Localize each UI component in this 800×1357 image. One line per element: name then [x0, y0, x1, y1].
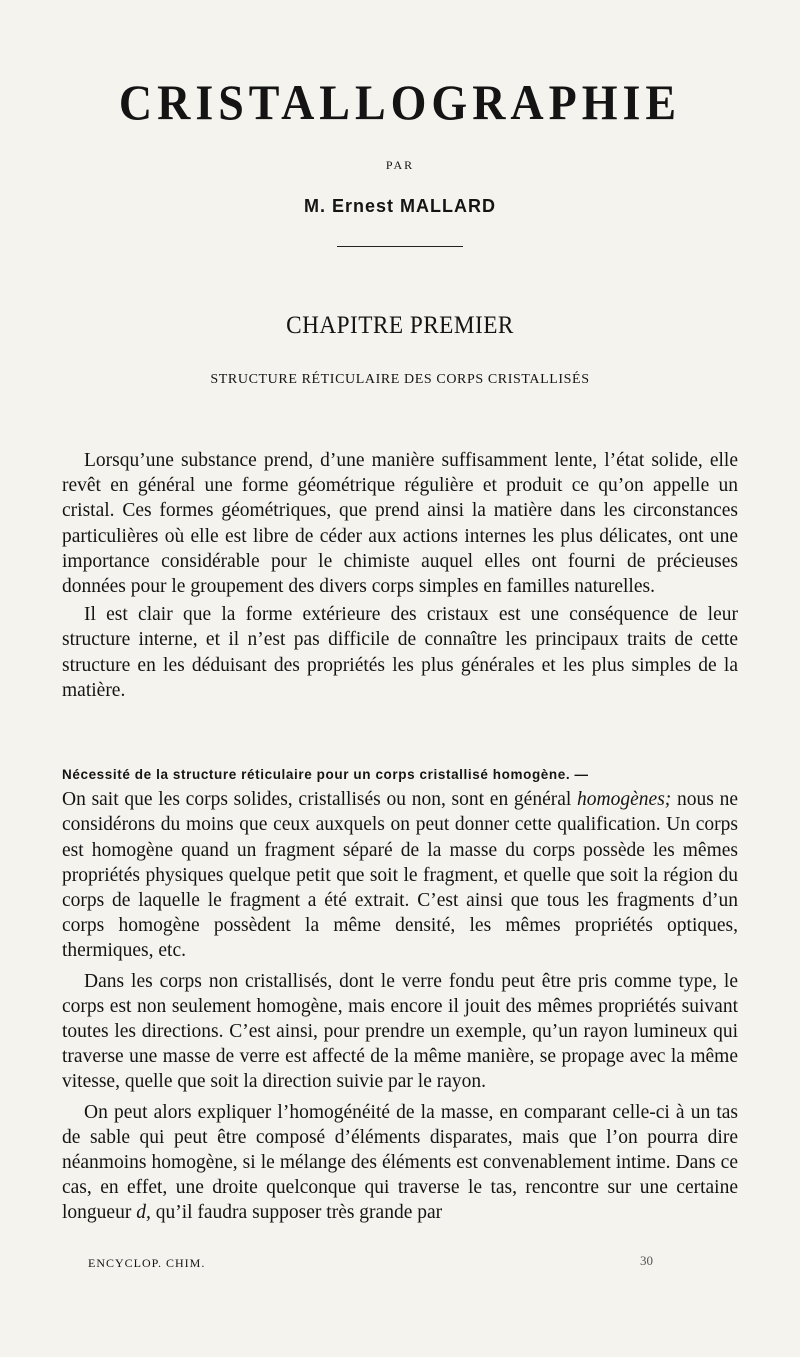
- author-name: M. Ernest MALLARD: [304, 196, 496, 216]
- text-run: nous ne considérons du moins que ceux auxquels on peut donner cette qualification. Un corps est homogène quand un fragment séparé de la masse du corps possède les mêmes propriétés physiques quelque petit que soit le fragment, et quelle que soit la région du corps de laquelle le fragment a été extrait. C’est ainsi que tous les fragments d’un corps homogène possèdent la même densité, les mêmes propriétés optiques, thermiques, etc.: [62, 789, 738, 962]
- page-number: 30: [640, 1253, 653, 1268]
- section-heading: Nécessité de la structure réticulaire pour un corps cristallisé homogène. —: [62, 767, 589, 782]
- par-label: PAR: [385, 158, 415, 172]
- text-run: qu’il faudra supposer très grande par: [150, 1202, 443, 1224]
- intro-text: [62, 448, 738, 703]
- page-title: CRISTALLOGRAPHIE: [118, 74, 682, 130]
- section: [62, 762, 738, 1226]
- footer-source: ENCYCLOP. CHIM.: [88, 1256, 206, 1270]
- chapter-subtitle: STRUCTURE RÉTICULAIRE DES CORPS CRISTALLISÉS: [210, 372, 590, 387]
- chapter-title: CHAPITRE PREMIER: [286, 312, 514, 339]
- text-run: On peut alors expliquer l’homogénéité de la masse, en comparant celle-ci à un tas de sable qui peut être composé d’éléments disparates, mais que l’on pourra dire néanmoins homogène, si le mélange des éléments est convenablement intime. Dans ce cas, en effet, une droite quelconque qui traverse le tas, rencontre sur une certaine longueur: [62, 1101, 738, 1224]
- emphasis: d,: [136, 1202, 151, 1224]
- divider: [337, 246, 463, 247]
- emphasis: homogènes;: [577, 789, 672, 811]
- text-run: On sait que les corps solides, cristallisés ou non, sont en général: [62, 789, 578, 811]
- paragraph: [62, 1100, 738, 1226]
- paragraph: Lorsqu’une substance prend, d’une manière suffisamment lente, l’état solide, elle revêt en général une forme géométrique régulière et produit ce qu’on appelle un cristal. Ces formes géométriques, que prend ainsi la matière dans les circonstances particulières où elle est libre de céder aux actions internes les plus délicates, ont une importance considérable pour le chimiste auquel elles ont fourni de précieuses données pour le groupement des divers corps simples en familles naturelles.: [62, 450, 738, 598]
- paragraph: [62, 787, 738, 963]
- paragraph: Il est clair que la forme extérieure des cristaux est une conséquence de leur structure interne, et il n’est pas difficile de connaître les principaux traits de cette structure en les déduisant des propriétés les plus générales et les plus simples de la matière.: [62, 604, 738, 701]
- paragraph: Dans les corps non cristallisés, dont le verre fondu peut être pris comme type, le corps est non seulement homogène, mais encore il jouit des mêmes propriétés suivant toutes les directions. C’est ainsi, pour prendre un exemple, qu’un rayon lumineux qui traverse une masse de verre est affecté de la même manière, se propage avec la même vitesse, quelle que soit la direction suivie par le rayon.: [62, 970, 738, 1093]
